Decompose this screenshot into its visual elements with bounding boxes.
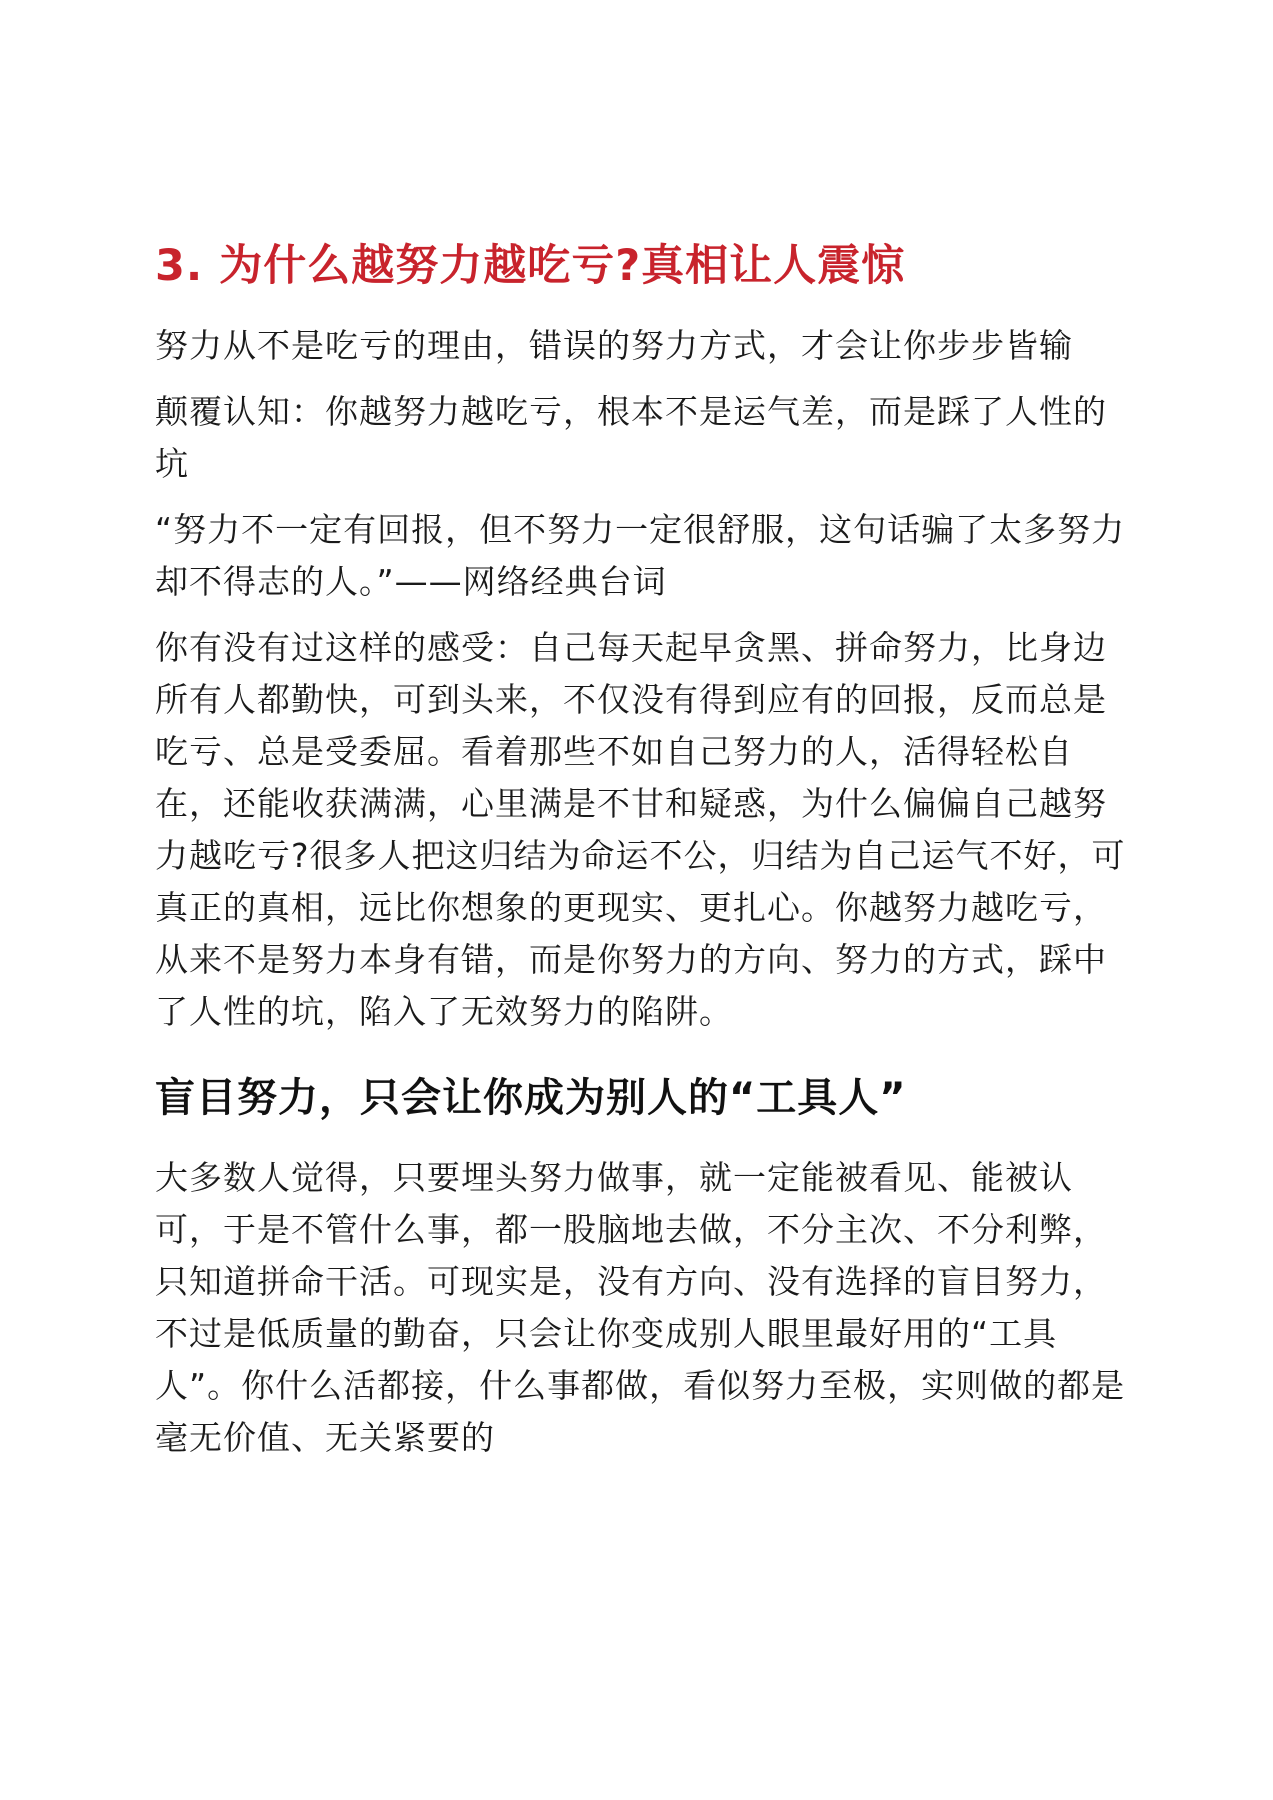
body-paragraph: 你有没有过这样的感受：自己每天起早贪黑、拼命努力，比身边所有人都勤快，可到头来，不仅没有得到应有的回报，反而总是吃亏、总是受委屈。看着那些不如自己努力的人，活得轻松自在，还能收获满满，心里满是不甘和疑惑，为什么偏偏自己越努力越吃亏?很多人把这归结为命运不公，归结为自己运气不好，可真正的真相，远比你想象的更现实、更扎心。你越努力越吃亏，从来不是努力本身有错，而是你努力的方向、努力的方式，踩中了人性的坑，陷入了无效努力的陷阱。 (155, 628, 1126, 1031)
article-title: 3. 为什么越努力越吃亏?真相让人震惊 (155, 241, 906, 291)
section-paragraph: 大多数人觉得，只要埋头努力做事，就一定能被看见、能被认可，于是不管什么事，都一股脑地去做，不分主次、不分利弊，只知道拼命干活。可现实是，没有方向、没有选择的盲目努力，不过是低质量的勤奋，只会让你变成别人眼里最好用的“工具人”。你什么活都接，什么事都做，看似努力至极，实则做的都是毫无价值、无关紧要的 (155, 1158, 1126, 1457)
insight-paragraph: 颠覆认知：你越努力越吃亏，根本不是运气差，而是踩了人性的坑 (155, 392, 1107, 483)
quote-paragraph: “努力不一定有回报，但不努力一定很舒服，这句话骗了太多努力却不得志的人。”——网络经典台词 (155, 510, 1126, 601)
article (155, 238, 1130, 1478)
intro-paragraph: 努力从不是吃亏的理由，错误的努力方式，才会让你步步皆输 (155, 326, 1073, 365)
section-heading: 盲目努力，只会让你成为别人的“工具人” (155, 1075, 907, 1121)
